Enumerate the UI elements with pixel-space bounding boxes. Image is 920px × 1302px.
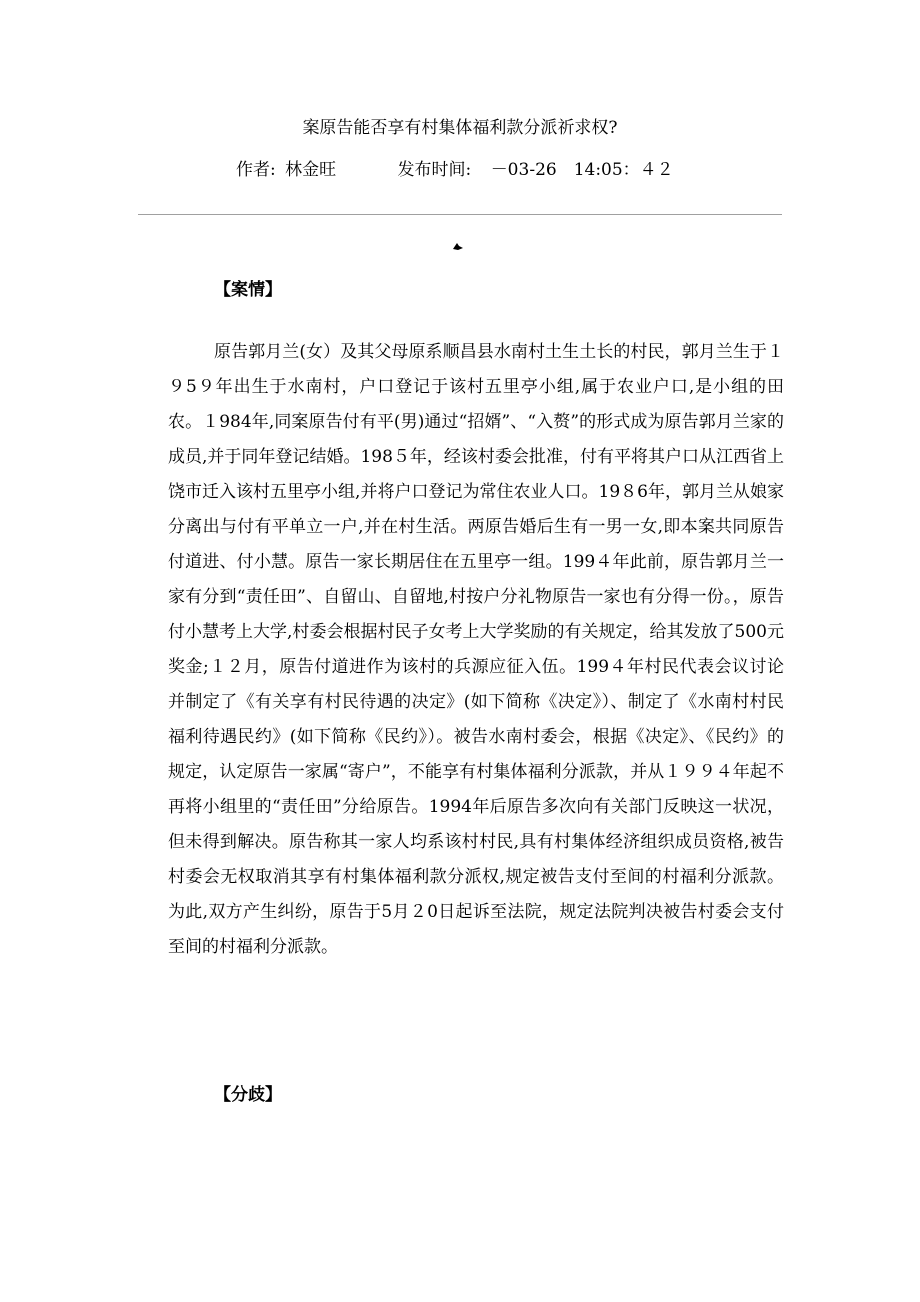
author-label: 作者: bbox=[236, 160, 276, 180]
document-title: 案原告能否享有村集体福利款分派祈求权? bbox=[302, 118, 618, 138]
document-meta bbox=[236, 158, 674, 182]
case-heading: 【案情】 bbox=[214, 280, 282, 300]
header-divider bbox=[138, 214, 782, 215]
dispute-heading: 【分歧】 bbox=[214, 1085, 282, 1105]
small-decorative-icon bbox=[451, 240, 465, 252]
publish-time-value: －03-26 14:05：４２ bbox=[490, 160, 674, 180]
publish-time-label: 发布时间: bbox=[397, 160, 472, 180]
author-name: 林金旺 bbox=[285, 160, 337, 180]
case-body: 原告郭月兰(女）及其父母原系顺昌县水南村土生土长的村民，郭月兰生于１９5９年出生于水南村，户口登记于该村五里亭小组,属于农业户口,是小组的田农。１984年,同案原告付有平(男)通过“招婿”、“入赘”的形式成为原告郭月兰家的成员,并于同年登记结婚。198５年，经该村委会批准，付有平将其户口从江西省上饶市迁入该村五里亭小组,并将户口登记为常住农业人口。19８6年，郭月兰从娘家分离出与付有平单立一户,并在村生活。两原告婚后生有一男一女,即本案共同原告付道进、付小慧。原告一家长期居住在五里亭一组。199４年此前，原告郭月兰一家有分到“责任田”、自留山、自留地,村按户分礼物原告一家也有分得一份。，原告付小慧考上大学,村委会根据村民子女考上大学奖励的有关规定，给其发放了500元奖金;１２月，原告付道进作为该村的兵源应征入伍。199４年村民代表会议讨论并制定了《有关享有村民待遇的决定》(如下简称《决定》）、制定了《水南村村民福利待遇民约》(如下简称《民约》）。被告水南村委会，根据《决定》、《民约》的规定，认定原告一家属“寄户”，不能享有村集体福利分派款，并从１９９４年起不再将小组里的“责任田”分给原告。1994年后原告多次向有关部门反映这一状况，但未得到解决。原告称其一家人均系该村村民,具有村集体经济组织成员资格,被告村委会无权取消其享有村集体福利款分派权,规定被告支付至间的村福利分派款。为此,双方产生纠纷，原告于5月２0日起诉至法院，规定法院判决被告村委会支付至间的村福利分派款。 bbox=[168, 342, 784, 957]
